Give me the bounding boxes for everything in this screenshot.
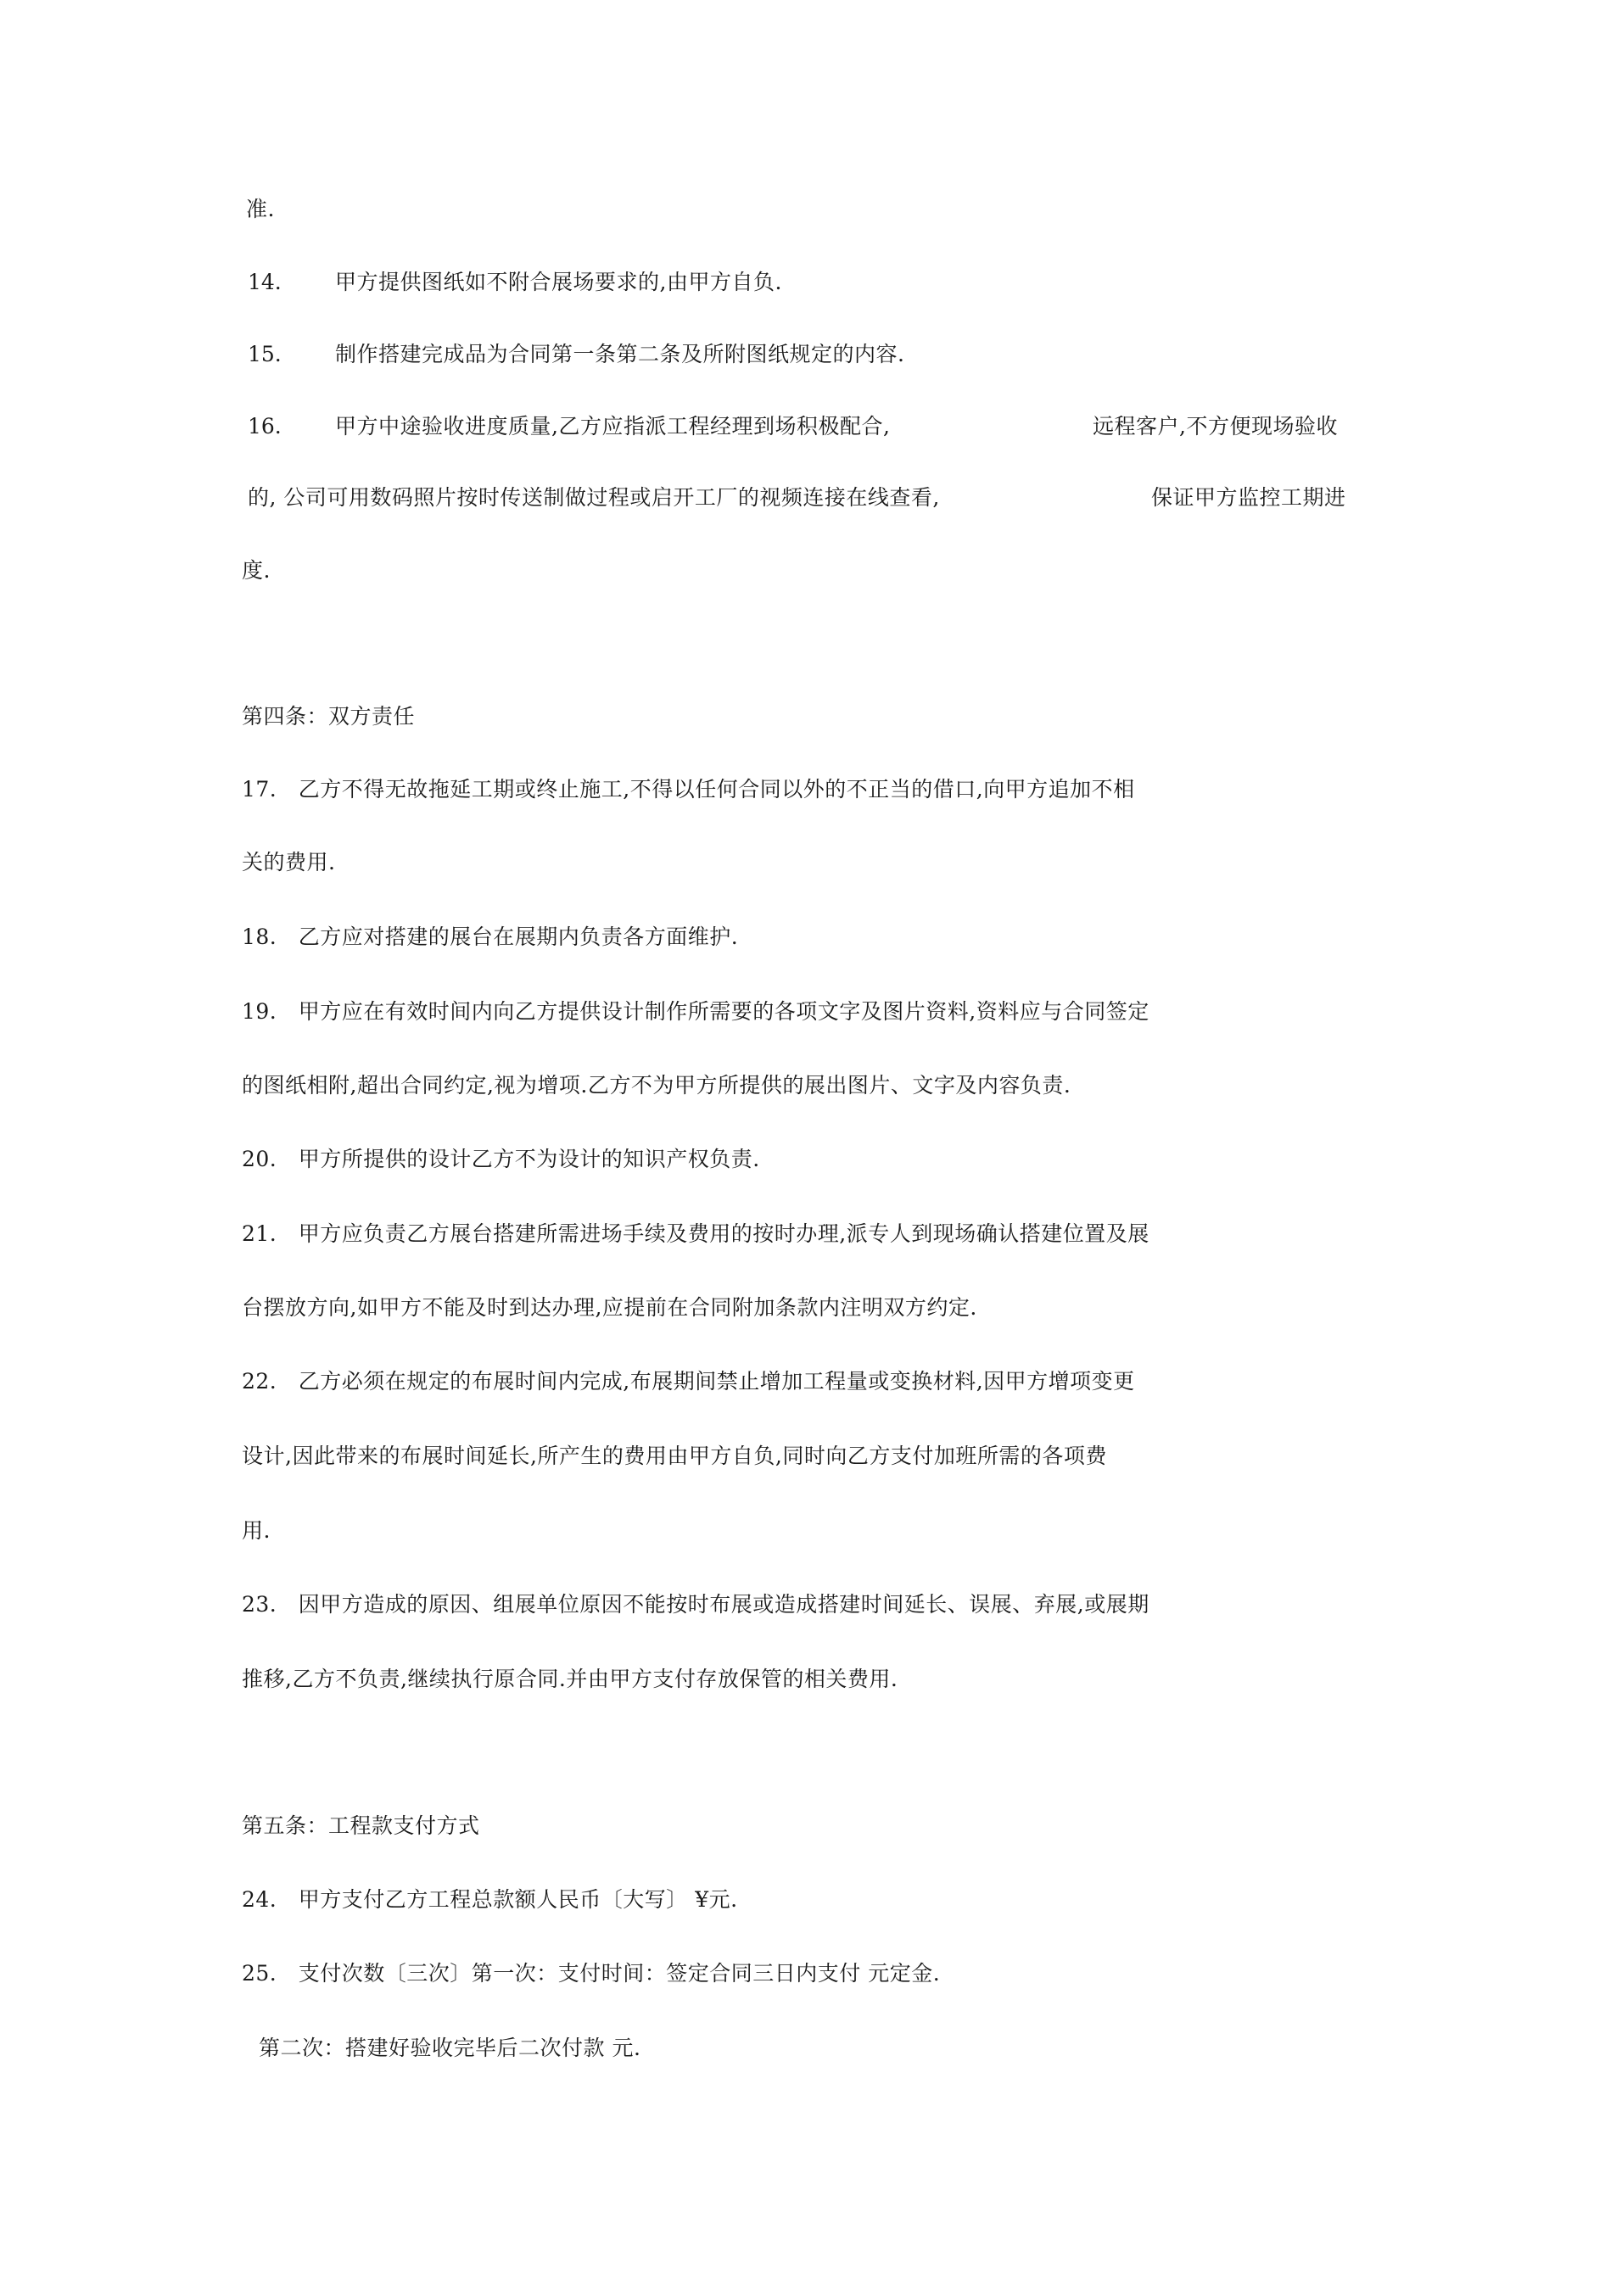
text-line: 20. 甲方所提供的设计乙方不为设计的知识产权负责. [242, 1147, 760, 1171]
item-number: 14. [248, 270, 282, 294]
text-line: 第二次：搭建好验收完毕后二次付款 元. [259, 2036, 641, 2060]
text-line: 准. [246, 197, 275, 221]
text-line: 18. 乙方应对搭建的展台在展期内负责各方面维护. [242, 925, 739, 949]
text-line: 甲方中途验收进度质量,乙方应指派工程经理到场积极配合, [335, 414, 891, 439]
text-line: 用. [242, 1518, 271, 1543]
text-line: 17. 乙方不得无故拖延工期或终止施工,不得以任何合同以外的不正当的借口,向甲方追加不相 [242, 777, 1135, 802]
text-line: 23. 因甲方造成的原因、组展单位原因不能按时布展或造成搭建时间延长、误展、弃展,或展期 [242, 1592, 1149, 1617]
text-line: 24. 甲方支付乙方工程总款额人民币〔大写〕 ¥元. [242, 1887, 738, 1912]
text-line: 制作搭建完成品为合同第一条第二条及所附图纸规定的内容. [335, 342, 905, 366]
text-line: 台摆放方向,如甲方不能及时到达办理,应提前在合同附加条款内注明双方约定. [242, 1295, 977, 1320]
section-heading: 第四条：双方责任 [242, 704, 416, 729]
section-heading: 第五条：工程款支付方式 [242, 1813, 480, 1838]
text-line: 的图纸相附,超出合同约定,视为增项.乙方不为甲方所提供的展出图片、文字及内容负责. [242, 1073, 1071, 1098]
text-line: 关的费用. [242, 850, 336, 874]
text-line: 甲方提供图纸如不附合展场要求的,由甲方自负. [335, 270, 782, 294]
text-line: 21. 甲方应负责乙方展台搭建所需进场手续及费用的按时办理,派专人到现场确认搭建位置及展 [242, 1221, 1149, 1246]
text-line: 度. [242, 558, 271, 583]
text-line: 推移,乙方不负责,继续执行原合同.并由甲方支付存放保管的相关费用. [242, 1667, 898, 1691]
text-line: 远程客户,不方便现场验收 [1093, 414, 1338, 439]
item-number: 16. [248, 414, 282, 439]
text-line: 设计,因此带来的布展时间延长,所产生的费用由甲方自负,同时向乙方支付加班所需的各项费 [242, 1444, 1107, 1468]
text-line: 19. 甲方应在有效时间内向乙方提供设计制作所需要的各项文字及图片资料,资料应与合同签定 [242, 999, 1149, 1024]
text-line: 的, 公司可用数码照片按时传送制做过程或启开工厂的视频连接在线查看, [248, 485, 940, 510]
text-line: 25. 支付次数〔三次〕第一次：支付时间：签定合同三日内支付 元定金. [242, 1961, 941, 1986]
text-line: 22. 乙方必须在规定的布展时间内完成,布展期间禁止增加工程量或变换材料,因甲方增项变更 [242, 1369, 1135, 1394]
item-number: 15. [248, 342, 282, 366]
text-line: 保证甲方监控工期进 [1151, 485, 1346, 510]
